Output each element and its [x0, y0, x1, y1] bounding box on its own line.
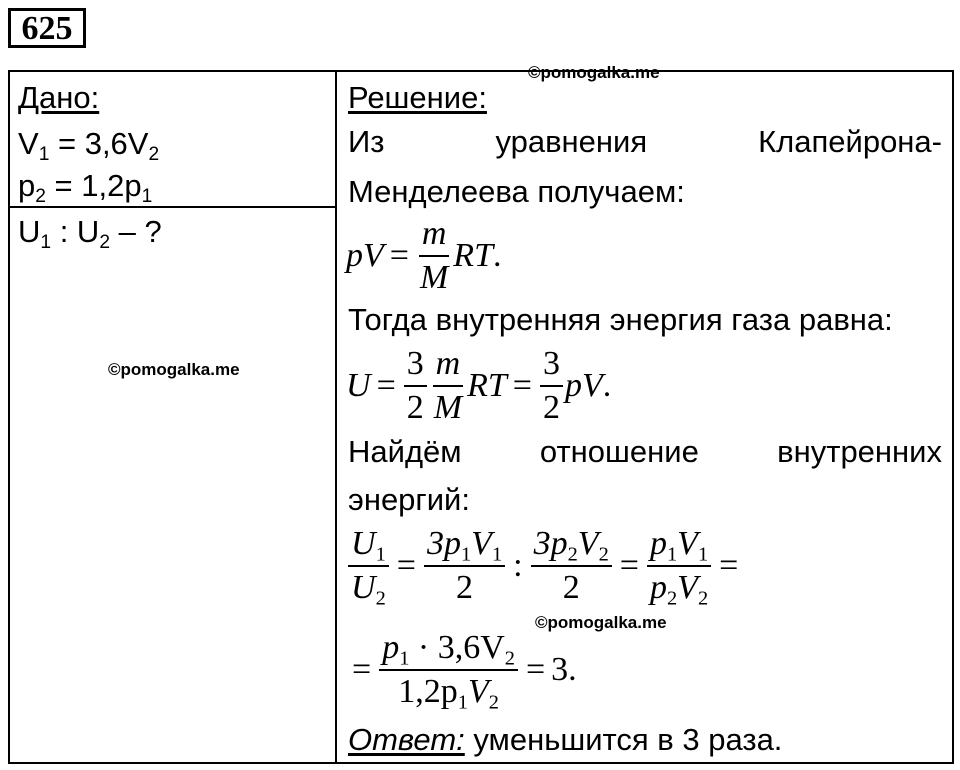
- clapeyron-equation: pV = $\frac{m}{M}$ RT .: [346, 215, 502, 296]
- solution-paragraph-1: Из уравнения Клапейрона-: [348, 124, 942, 159]
- ratio-result-equation: = $\frac{p_1 \cdot 3,6V_2}{1,2p_1V_2}$ = 3 .: [352, 629, 577, 714]
- find-question: $U_1$ : $U_2$ – ?: [18, 214, 162, 254]
- given-find-divider: [8, 206, 337, 208]
- given-heading: Дано:: [18, 80, 100, 115]
- answer: [348, 722, 782, 758]
- energy-ratio-equation: $\frac{U_1}{U_2}$ = $\frac{3p_1V_1}{2}$ : $\frac{3p_2V_2}{2}$ = $\frac{p_1V_1}{p_2V_2}$ =: [346, 524, 744, 608]
- problem-number: 625: [8, 8, 86, 48]
- solution-paragraph-3-cont: энергий:: [348, 482, 470, 517]
- given-pressure-relation: $p_2 = 1,2p_1$: [18, 168, 153, 208]
- solution-paragraph-3: Найдём отношение внутренних: [348, 434, 942, 469]
- watermark: ©pomogalka.me: [108, 360, 240, 379]
- watermark: ©pomogalka.me: [535, 613, 667, 632]
- solution-paragraph-1-cont: Менделеева получаем:: [348, 174, 685, 209]
- solution-paragraph-2: Тогда внутренняя энергия газа равна:: [348, 302, 893, 337]
- answer-text: уменьшится в 3 раза.: [464, 722, 783, 757]
- given-volume-relation: $V_1 = 3,6V_2$: [18, 126, 160, 166]
- answer-label: Ответ:: [348, 722, 465, 757]
- column-divider: [335, 70, 337, 764]
- watermark: ©pomogalka.me: [528, 63, 660, 82]
- internal-energy-equation: U = $\frac{3}{2}$ $\frac{m}{M}$ RT = $\frac{3}{2}$ pV .: [346, 345, 612, 426]
- solution-heading: Решение:: [348, 80, 487, 115]
